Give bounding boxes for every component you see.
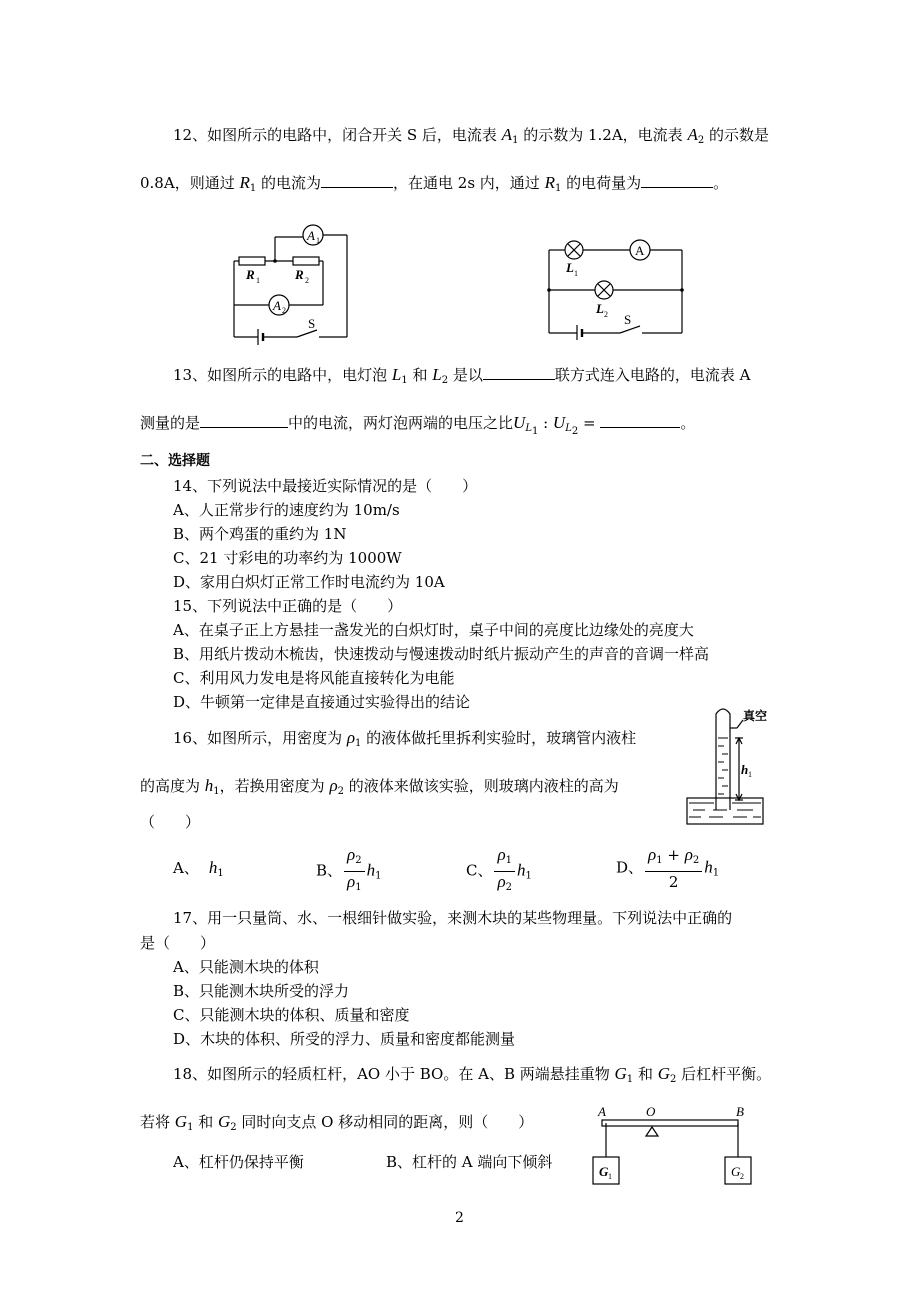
resistor-r2	[293, 257, 319, 265]
q14-stem: 14、下列说法中最接近实际情况的是（ ）	[173, 477, 478, 495]
q18-option-b[interactable]: B、杠杆的 A 端向下倾斜	[386, 1153, 553, 1171]
svg-text:1: 1	[608, 1172, 612, 1181]
q17-line2: 是（ ）	[140, 934, 216, 952]
section-title: 二、选择题	[140, 453, 210, 469]
q18-line2: 若将 $G_1$ 和 $G_2$ 同时向支点 O 移动相同的距离，则（ ）	[140, 1112, 534, 1133]
svg-text:1: 1	[316, 236, 320, 245]
q14-option-b[interactable]: B、两个鸡蛋的重约为 1N	[173, 525, 347, 543]
q16-option-c[interactable]: C、 $\frac{\rho_1}{\rho_2}$ $h_1$	[466, 845, 532, 893]
q17-option-a[interactable]: A、只能测木块的体积	[173, 958, 319, 976]
q16-line1: 16、如图所示，用密度为 $\rho_1$ 的液体做托里拆利实验时，玻璃管内液柱	[173, 728, 637, 749]
svg-text:A: A	[307, 228, 315, 243]
torricelli-figure	[683, 700, 793, 830]
switch-s	[620, 326, 640, 333]
svg-text:O: O	[646, 1104, 656, 1119]
svg-text:R: R	[246, 267, 255, 282]
svg-text:A: A	[598, 1104, 606, 1119]
svg-text:A: A	[635, 243, 645, 258]
q16-line2: 的高度为 $h_1$，若换用密度为 $\rho_2$ 的液体来做该实验，则玻璃内液柱的高为	[140, 776, 619, 797]
svg-text:2: 2	[740, 1172, 744, 1181]
q13-blank-measured[interactable]	[200, 413, 288, 428]
q17-line1: 17、用一只量筒、水、一根细针做实验，来测木块的某些物理量。下列说法中正确的	[173, 909, 733, 927]
q12-line2: 0.8A，则通过 $R_1$ 的电流为 ，在通电 2s 内，通过 $R_1$ 的电荷量为 。	[140, 173, 729, 194]
q14-option-a[interactable]: A、人正常步行的速度约为 10m/s	[173, 501, 400, 519]
q16-option-a[interactable]: A、 $h_1$	[173, 858, 224, 879]
svg-text:S: S	[624, 312, 632, 327]
q13-blank-ratio[interactable]	[600, 413, 680, 428]
q15-option-b[interactable]: B、用纸片拨动木梳齿，快速拨动与慢速拨动时纸片振动产生的声音的音调一样高	[173, 645, 710, 663]
q13-line1: 13、如图所示的电路中，电灯泡 $L_1$ 和 $L_2$ 是以 联方式连入电路的，电流表 A	[173, 365, 751, 386]
page-number: 2	[455, 1210, 464, 1226]
q12-blank-charge[interactable]	[641, 173, 713, 188]
q15-option-d[interactable]: D、牛顿第一定律是直接通过实验得出的结论	[173, 693, 471, 711]
q14-option-d[interactable]: D、家用白炽灯正常工作时电流约为 10A	[173, 573, 445, 591]
svg-text:2: 2	[305, 276, 309, 285]
lever-figure	[590, 1100, 770, 1195]
q12-line1: 12、如图所示的电路中，闭合开关 S 后，电流表 $A_1$ 的示数为 1.2A，电流表 $A_2$ 的示数是	[173, 125, 769, 146]
svg-text:1: 1	[748, 770, 752, 779]
q12-blank-current[interactable]	[321, 173, 393, 188]
q16-line3: （ ）	[140, 813, 201, 831]
q17-option-c[interactable]: C、只能测木块的体积、质量和密度	[173, 1006, 410, 1024]
switch-s	[297, 330, 317, 337]
resistor-r1	[239, 257, 265, 265]
svg-text:2: 2	[282, 306, 286, 315]
svg-text:B: B	[736, 1104, 744, 1119]
circuit-diagram-2	[540, 225, 690, 340]
svg-text:G: G	[599, 1164, 609, 1179]
svg-text:1: 1	[256, 276, 260, 285]
q16-option-b[interactable]: B、 $\frac{\rho_2}{\rho_1}$ $h_1$	[316, 845, 382, 893]
svg-text:G: G	[731, 1164, 741, 1179]
svg-text:真空: 真空	[743, 709, 768, 723]
svg-text:L: L	[566, 260, 574, 275]
svg-text:2: 2	[604, 310, 608, 319]
q17-option-b[interactable]: B、只能测木块所受的浮力	[173, 982, 350, 1000]
q18-line1: 18、如图所示的轻质杠杆，AO 小于 BO。在 A、B 两端悬挂重物 $G_1$ 和 $G_2$ 后杠杆平衡。	[173, 1064, 772, 1085]
q15-option-a[interactable]: A、在桌子正上方悬挂一盏发光的白炽灯时，桌子中间的亮度比边缘处的亮度大	[173, 621, 694, 639]
q16-option-d[interactable]: D、 $\frac{\rho_1 + \rho_2}{2}$ $h_1$	[616, 845, 720, 891]
svg-text:A: A	[273, 298, 281, 313]
q13-blank-connection[interactable]	[483, 365, 555, 380]
svg-text:R: R	[295, 267, 304, 282]
q18-option-a[interactable]: A、杠杆仍保持平衡	[173, 1153, 304, 1171]
svg-text:L: L	[596, 301, 604, 316]
lever-bar	[602, 1120, 738, 1126]
q15-option-c[interactable]: C、利用风力发电是将风能直接转化为电能	[173, 669, 455, 687]
circuit-diagram-1	[225, 215, 360, 345]
q17-option-d[interactable]: D、木块的体积、所受的浮力、质量和密度都能测量	[173, 1030, 516, 1048]
fulcrum	[646, 1127, 658, 1136]
q13-line2: 测量的是 中的电流，两灯泡两端的电压之比$U_{L_1}$ : $U_{L_2}$ = 。	[140, 413, 696, 437]
svg-text:h: h	[741, 762, 749, 777]
svg-text:S: S	[308, 316, 316, 331]
svg-text:1: 1	[574, 269, 578, 278]
q15-stem: 15、下列说法中正确的是（ ）	[173, 597, 403, 615]
q14-option-c[interactable]: C、21 寸彩电的功率约为 1000W	[173, 549, 402, 567]
